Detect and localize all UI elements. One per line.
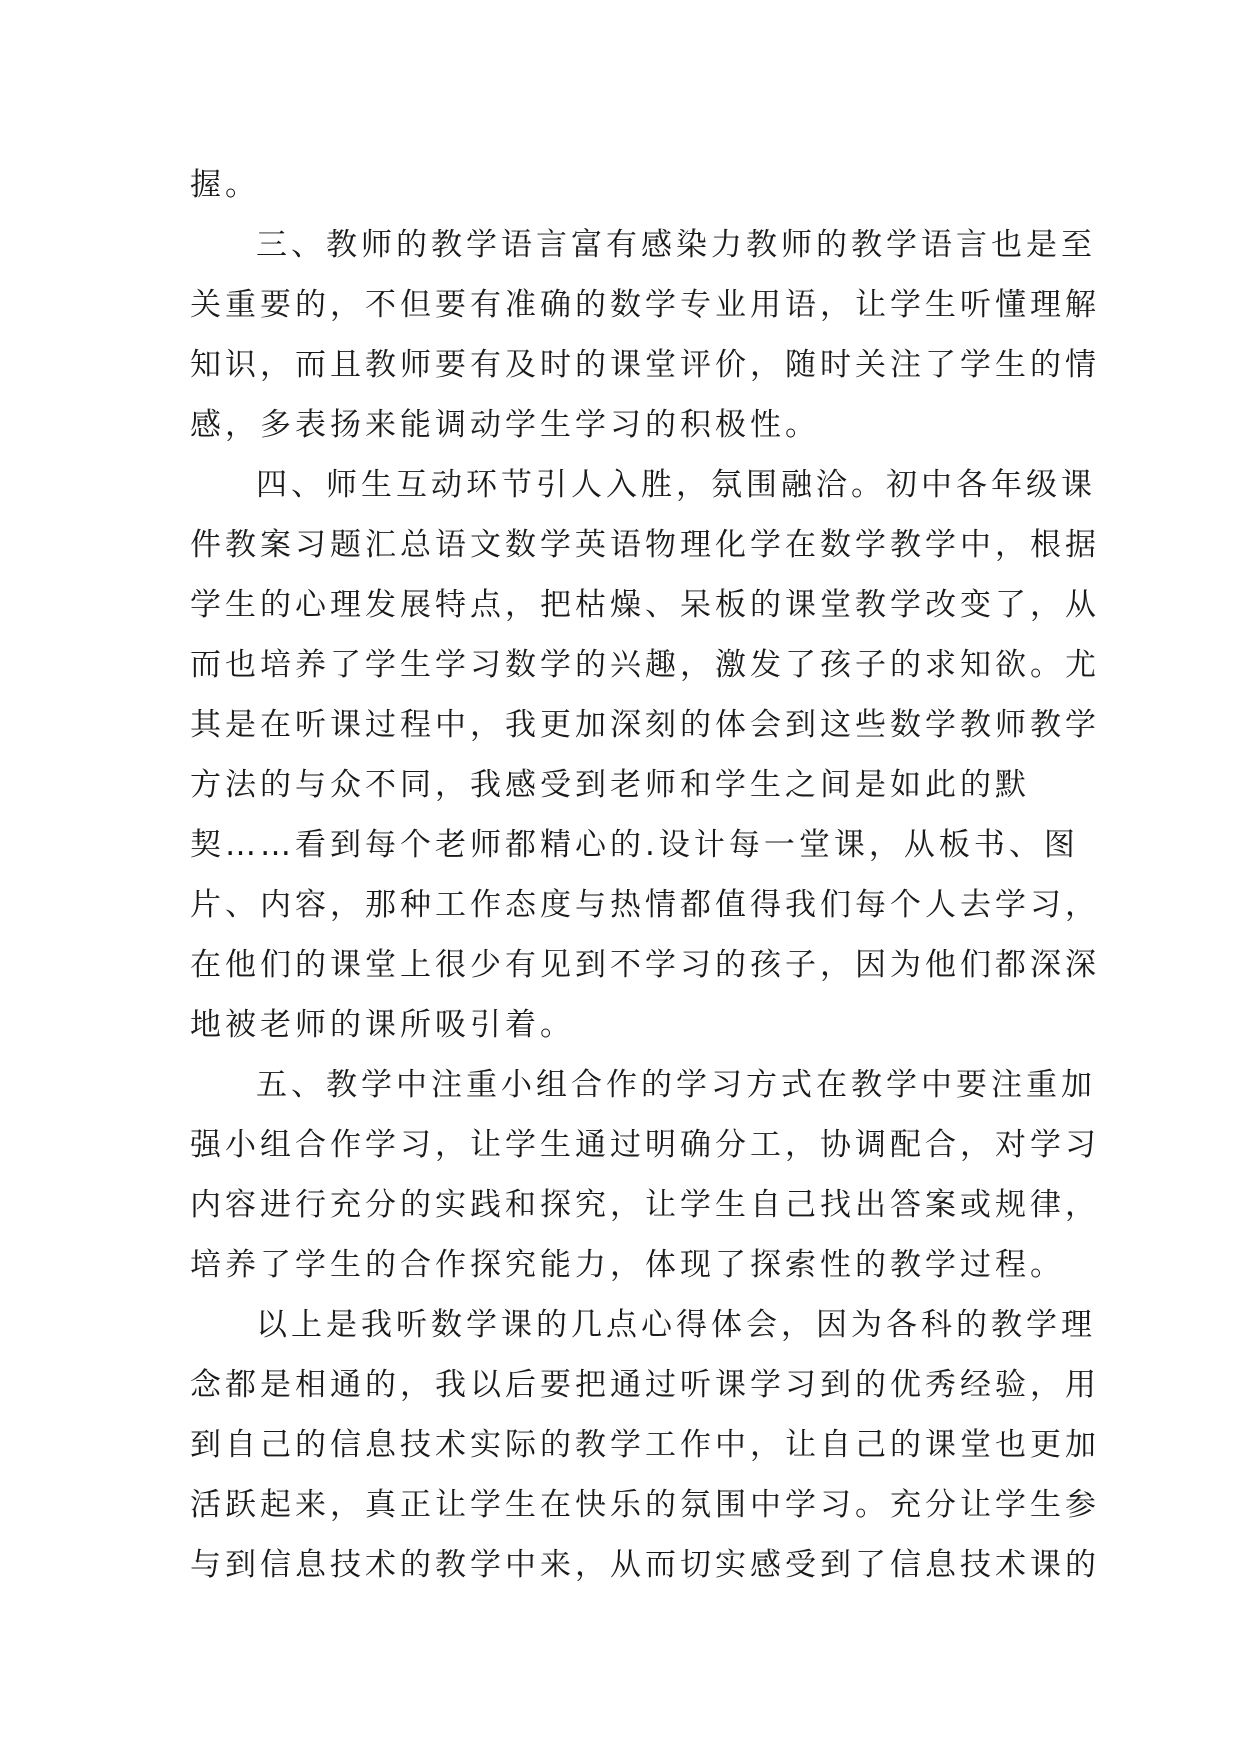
- text-line: 方法的与众不同，我感受到老师和学生之间是如此的默: [190, 767, 1030, 803]
- text-line: 契……看到每个老师都精心的.设计每一堂课，从板书、图: [190, 827, 1079, 863]
- text-line: 握。: [190, 167, 260, 203]
- text-line: 四、师生互动环节引人入胜，氛围融洽。初中各年级课: [256, 467, 1096, 503]
- text-line: 在他们的课堂上很少有见到不学习的孩子，因为他们都深深: [190, 947, 1100, 983]
- text-line: 其是在听课过程中，我更加深刻的体会到这些数学教师教学: [190, 707, 1100, 743]
- text-line: 强小组合作学习，让学生通过明确分工，协调配合，对学习: [190, 1127, 1100, 1163]
- text-line: 与到信息技术的教学中来，从而切实感受到了信息技术课的: [190, 1547, 1100, 1583]
- text-line: 五、教学中注重小组合作的学习方式在教学中要注重加: [256, 1067, 1096, 1103]
- text-line: 地被老师的课所吸引着。: [190, 1007, 575, 1043]
- text-line: 感，多表扬来能调动学生学习的积极性。: [190, 407, 820, 443]
- text-line: 内容进行充分的实践和探究，让学生自己找出答案或规律，: [190, 1187, 1100, 1223]
- text-line: 学生的心理发展特点，把枯燥、呆板的课堂教学改变了，从: [190, 587, 1100, 623]
- text-line: 件教案习题汇总语文数学英语物理化学在数学教学中，根据: [190, 527, 1100, 563]
- text-line: 关重要的，不但要有准确的数学专业用语，让学生听懂理解: [190, 287, 1100, 323]
- text-line: 活跃起来，真正让学生在快乐的氛围中学习。充分让学生参: [190, 1487, 1100, 1523]
- text-line: 以上是我听数学课的几点心得体会，因为各科的教学理: [256, 1307, 1096, 1343]
- text-line: 知识，而且教师要有及时的课堂评价，随时关注了学生的情: [190, 347, 1100, 383]
- text-line: 而也培养了学生学习数学的兴趣，激发了孩子的求知欲。尤: [190, 647, 1100, 683]
- text-line: 到自己的信息技术实际的教学工作中，让自己的课堂也更加: [190, 1427, 1100, 1463]
- text-line: 三、教师的教学语言富有感染力教师的教学语言也是至: [256, 227, 1096, 263]
- text-line: 念都是相通的，我以后要把通过听课学习到的优秀经验，用: [190, 1367, 1100, 1403]
- text-line: 片、内容，那种工作态度与热情都值得我们每个人去学习，: [190, 887, 1100, 923]
- body-text: [190, 155, 1100, 1595]
- text-line: 培养了学生的合作探究能力，体现了探索性的教学过程。: [190, 1247, 1065, 1283]
